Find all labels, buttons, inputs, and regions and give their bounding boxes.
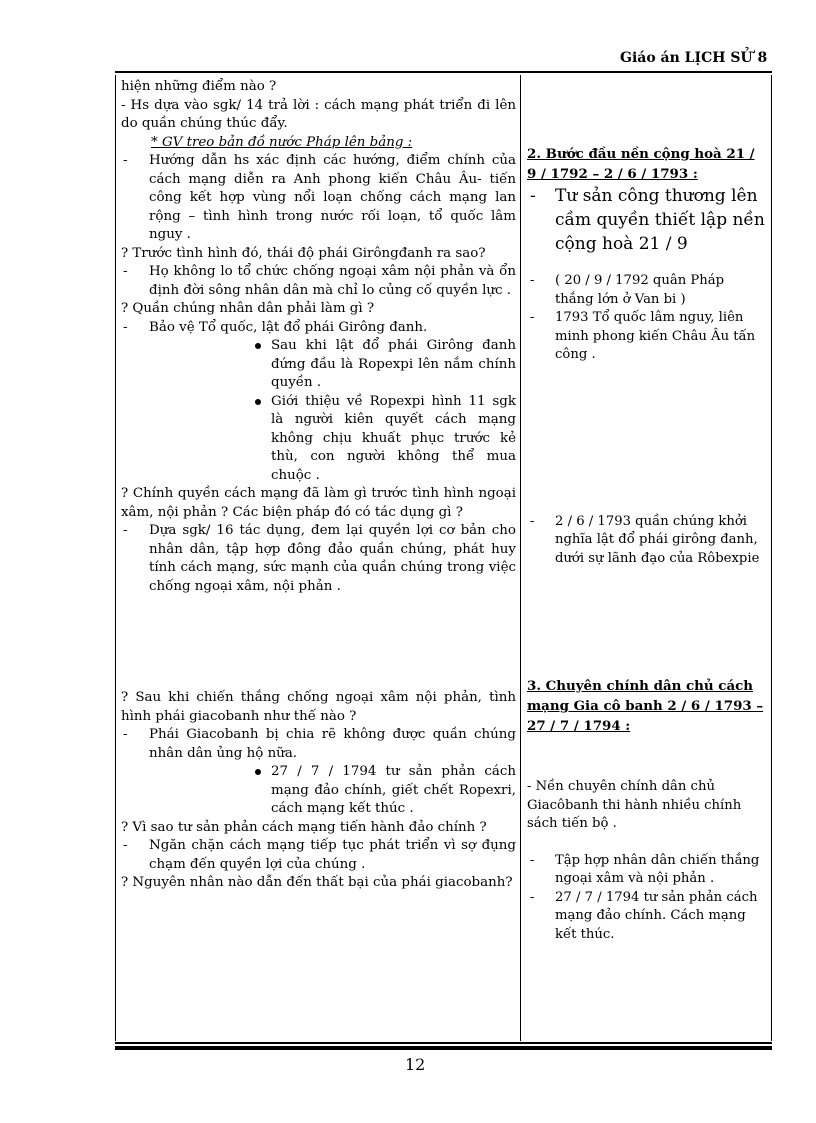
table-right-border (771, 75, 772, 1041)
bullet-item: 27 / 7 / 1794 tư sản phản cách mạng đảo chính, giết chết Ropexri, cách mạng kết thúc . (121, 763, 516, 819)
spacer (527, 78, 765, 144)
teacher-note: * GV treo bản đồ nước Pháp lên bảng : (151, 134, 413, 150)
dash-item: - Bảo vệ Tổ quốc, lật đổ phái Girông đanh. (121, 319, 516, 338)
dash-item: - Tư sản công thương lên cầm quyền thiết lập nền cộng hoà 21 / 9 (527, 184, 765, 256)
left-column-content (121, 78, 516, 893)
bullet-item: Sau khi lật đổ phái Girông đanh đứng đầu là Ropexpi lên nắm chính quyền . (121, 337, 516, 393)
page-number: 12 (405, 1055, 426, 1074)
spacer (527, 365, 765, 513)
question: ? Trước tình hình đó, thái độ phái Girôngđanh ra sao? (121, 245, 486, 261)
footer-rule-thick (115, 1046, 772, 1050)
dash-item: - 1793 Tổ quốc lâm nguy, liên minh phong kiến Châu Âu tấn công . (527, 309, 765, 365)
right-column-content (527, 78, 765, 944)
table-left-border (115, 75, 116, 1041)
dash-item: - Họ không lo tổ chức chống ngoại xâm nội phản và ổn định đời sông nhân dân mà chỉ lo củng cố quyền lực . (121, 263, 516, 300)
header-rule (115, 71, 772, 73)
dash-item: - 2 / 6 / 1793 quần chúng khởi nghĩa lật đổ phái girông đanh, dưới sự lãnh đạo của Rôbexpie (527, 513, 765, 569)
table-column-divider (520, 75, 521, 1041)
spacer (527, 736, 765, 778)
dash-item: - ( 20 / 9 / 1792 quân Pháp thắng lớn ở Van bi ) (527, 272, 765, 309)
bullet-item: Giới thiệu về Ropexpi hình 11 sgk là người kiên quyết cách mạng không chịu khuất phục trước kẻ thù, con người không thể mua chuộc . (121, 393, 516, 486)
page-header-title: Giáo án LỊCH SỬ 8 (620, 50, 768, 66)
text-paragraph: - Nền chuyên chính dân chủ Giacôbanh thi hành nhiều chính sách tiến bộ . (527, 779, 742, 831)
dash-item: - Tập hợp nhân dân chiến thắng ngoại xâm và nội phản . (527, 852, 765, 889)
dash-item: - 27 / 7 / 1794 tư sản phản cách mạng đảo chính. Cách mạng kết thúc. (527, 889, 765, 945)
dash-item: - Phái Giacobanh bị chia rẽ không được quần chúng nhân dân ủng hộ nữa. (121, 726, 516, 763)
dash-item: - Dựa sgk/ 16 tác dụng, đem lại quyền lợi cơ bản cho nhân dân, tập hợp đông đảo quần chúng, phát huy tính cách mạng, sức mạnh của quần chúng trong việc chống ngoại xâm, nội phản . (121, 522, 516, 596)
dash-item: - Hướng dẫn hs xác định các hướng, điểm chính của cách mạng diễn ra Anh phong kiến Châu Âu- tiến công kết hợp vùng nổi loạn chống cách mạng lan rộng – tình hình trong nước rối loạn, tổ quốc lâm nguy . (121, 152, 516, 245)
text-line: hiện những điểm nào ? (121, 79, 277, 94)
spacer (527, 256, 765, 272)
spacer (121, 596, 516, 689)
question: ? Chính quyền cách mạng đã làm gì trước tình hình ngoại xâm, nội phản ? Các biện pháp đó có tác dụng gì ? (121, 486, 516, 520)
footer-rule-thin (115, 1042, 772, 1044)
question: ? Nguyên nhân nào dẫn đến thất bại của phái giacobanh? (121, 875, 513, 890)
section-heading-2: 2. Bước đầu nền cộng hoà 21 / 9 / 1792 – 2 / 6 / 1793 : (527, 146, 755, 182)
text-paragraph: - Hs dựa vào sgk/ 14 trả lời : cách mạng phát triển đi lên do quần chúng thúc đẩy. (121, 97, 516, 131)
question: ? Vì sao tư sản phản cách mạng tiến hành đảo chính ? (121, 819, 487, 835)
question: ? Sau khi chiến thắng chống ngoại xâm nội phản, tình hình phái giacobanh như thế nào ? (121, 690, 516, 724)
spacer (527, 834, 765, 852)
question: ? Quần chúng nhân dân phải làm gì ? (121, 301, 375, 316)
section-heading-3: 3. Chuyên chính dân chủ cách mạng Gia cô banh 2 / 6 / 1793 – 27 / 7 / 1794 : (527, 678, 764, 734)
spacer (527, 568, 765, 676)
dash-item: - Ngăn chặn cách mạng tiếp tục phát triển vì sợ đụng chạm đến quyền lợi của chúng . (121, 837, 516, 874)
